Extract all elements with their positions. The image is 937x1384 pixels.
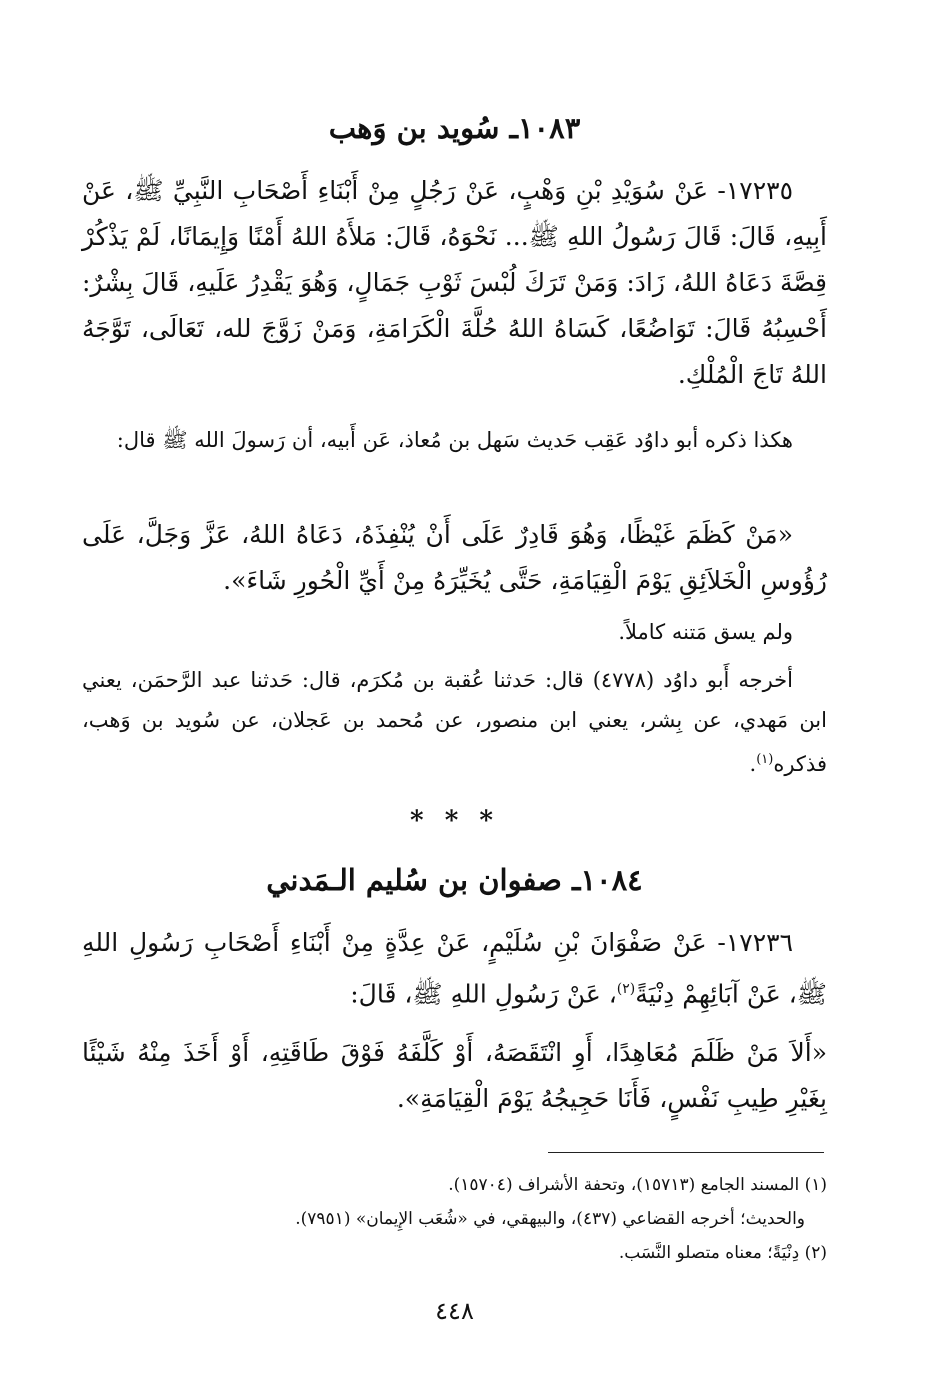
footnotes <box>82 1168 827 1270</box>
hadith-17235: ١٧٢٣٥- عَنْ سُوَيْدِ بْنِ وَهْبٍ، عَنْ رَجُلٍ مِنْ أَبْنَاءِ أَصْحَابِ النَّبِيِّ ﷺ، عَنْ أَبِيهِ، قَالَ: قَالَ رَسُولُ اللهِ ﷺ... نَحْوَهُ، قَالَ: مَلأَهُ اللهُ أَمْنًا وَإِيمَانًا، لَمْ يَذْكُرْ قِصَّةَ دَعَاهُ اللهُ، زَادَ: وَمَنْ تَرَكَ لُبْسَ ثَوْبِ جَمَالٍ، وَهُوَ يَقْدِرُ عَلَيهِ، قَالَ بِشْرٌ: أَحْسِبُهُ قَالَ: تَوَاضُعًا، كَسَاهُ اللهُ حُلَّةَ الْكَرَامَةِ، وَمَنْ زَوَّجَ لله، تَعَالَى، تَوَّجَهُ اللهُ تَاجَ الْمُلْكِ. <box>82 176 827 389</box>
hadith-17236 <box>82 920 827 1017</box>
quote-ala-man-zalama: «أَلاَ مَنْ ظَلَمَ مُعَاهِدًا، أَوِ انْتَقَصَهُ، أَوْ كَلَّفَهُ فَوْقَ طَاقَتِهِ، أَوْ أَخَذَ مِنْهُ شَيْئًا بِغَيْرِ طِيبِ نَفْسٍ، فَأَنَا حَجِيجُهُ يَوْمَ الْقِيَامَةِ». <box>82 1038 827 1113</box>
footnote-divider <box>548 1152 824 1153</box>
footnote-ref-2: (٢) <box>616 981 636 997</box>
entry-1084-heading: ١٠٨٤ـ صفوان بن سُليم الـمَدني <box>266 863 643 897</box>
takhrij-text: أخرجه أَبو داوُد (٤٧٧٨) قال: حَدثنا عُقبة بن مُكرَم، قال: حَدثنا عبد الرَّحمَن، يعني ابن مَهدي، عن بِشر، يعني ابن منصور، عن مُحمد بن عَجلان، عن سُويد بن وَهب، فذكره <box>82 668 827 776</box>
footnote-1: (١) المسند الجامع (١٥٧١٣)، وتحفة الأشراف (١٥٧٠٤). <box>448 1175 827 1195</box>
commentary-abu-dawud-intro: هكذا ذكره أبو داوُد عَقِب حَديث سَهل بن مُعاذ، عَن أَبيه، أن رَسولَ الله ﷺ قال: <box>116 428 793 452</box>
hadith-17236-part-a: ١٧٢٣٦- عَنْ صَفْوَانَ بْنِ سُلَيْمٍ، عَنْ عِدَّةٍ مِنْ أَبْنَاءِ أَصْحَابِ رَسُولِ اللهِ ﷺ، عَنْ آبَائِهِمْ دِنْيَةً <box>82 928 827 1009</box>
commentary-1083 <box>82 420 827 460</box>
footnote-1-continued: والحديث؛ أخرجه القضاعي (٤٣٧)، والبيهقي، في «شُعَب الإِيمان» (٧٩٥١). <box>295 1209 805 1229</box>
quote-man-kazama-ghaythan: «مَنْ كَظَمَ غَيْظًا، وَهُوَ قَادِرٌ عَلَى أَنْ يُنْفِذَهُ، دَعَاهُ اللهُ، عَزَّ وَجَلَّ، عَلَى رُؤُوسِ الْخَلاَئِقِ يَوْمَ الْقِيَامَةِ، حَتَّى يُخَيِّرَهُ مِنْ أَيِّ الْحُورِ شَاءَ». <box>82 520 827 595</box>
commentary-not-complete: ولم يسق مَتنه كاملاً. <box>618 620 793 644</box>
section-separator: * * * <box>410 806 499 836</box>
entry-1083-heading: ١٠٨٣ـ سُويد بن وَهب <box>328 111 581 145</box>
hadith-17236-part-b: ، عَنْ رَسُولِ اللهِ ﷺ، قَالَ: <box>350 979 617 1009</box>
footnote-ref-1: (١) <box>756 752 774 767</box>
footnote-2: (٢) دِنْيَةً؛ معناه متصلو النَّسَب. <box>618 1243 827 1263</box>
commentary-1083-sources <box>82 612 827 784</box>
page-number: ٤٤٨ <box>435 1297 474 1325</box>
commentary-takhrij: أخرجه أَبو داوُد (٤٧٧٨) قال: حَدثنا عُقبة بن مُكرَم، قال: حَدثنا عبد الرَّحمَن، يعني ابن مَهدي، عن بِشر، يعني ابن منصور، عن مُحمد بن عَجلان، عن سُويد بن وَهب، فذكره$^{(١)}$. <box>82 668 827 776</box>
